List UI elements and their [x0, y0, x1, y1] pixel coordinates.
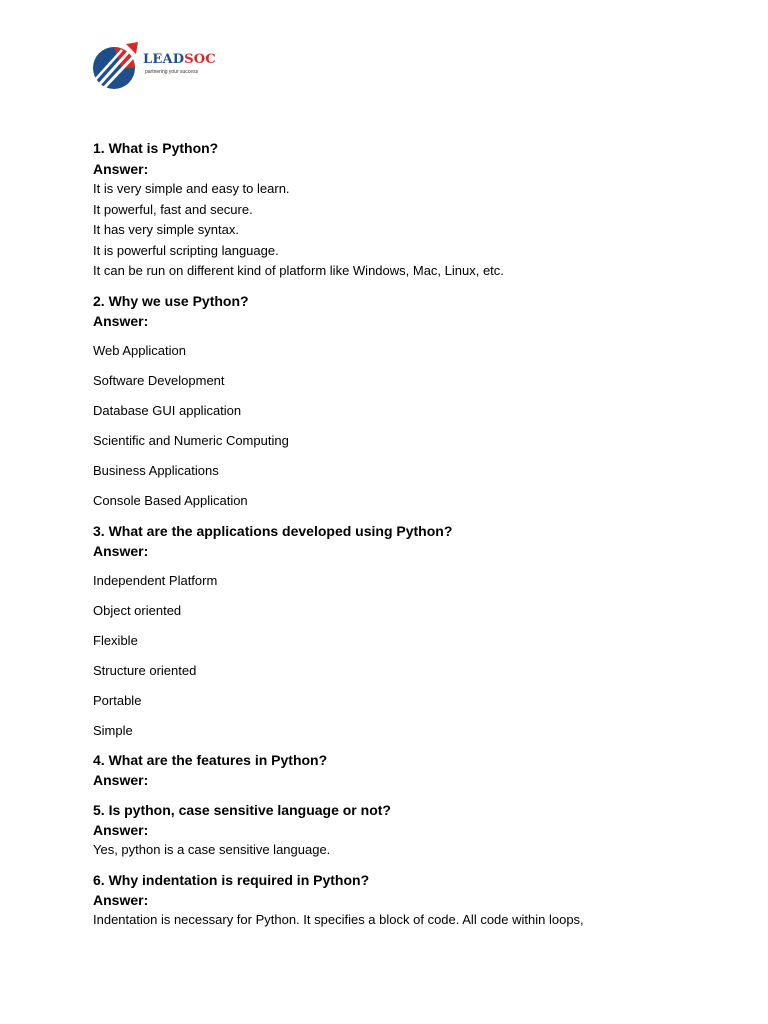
logo-word-soc: SOC [184, 52, 216, 67]
answer-2-item-3: Database GUI application [93, 402, 242, 418]
answer-3-item-1: Independent Platform [93, 572, 218, 588]
answer-5-line-1: Yes, python is a case sensitive language. [93, 841, 331, 857]
question-4: 4. What are the features in Python? [93, 751, 328, 768]
qa-content [93, 138, 693, 930]
answer-2-item-2: Software Development [93, 372, 225, 388]
answer-2-item-6: Console Based Application [93, 492, 248, 508]
answer-3-item-2: Object oriented [93, 602, 182, 618]
answer-label-5: Answer: [93, 821, 149, 838]
answer-3-item-4: Structure oriented [93, 662, 197, 678]
leadsoc-logo [92, 40, 216, 92]
answer-label-2: Answer: [93, 312, 149, 329]
question-2: 2. Why we use Python? [93, 292, 249, 309]
answer-1-line-2: It powerful, fast and secure. [93, 201, 253, 217]
answer-label-1: Answer: [93, 161, 149, 177]
question-5: 5. Is python, case sensitive language or not? [93, 801, 391, 818]
answer-label-4: Answer: [93, 771, 149, 788]
answer-label-3: Answer: [93, 542, 149, 559]
question-3: 3. What are the applications developed using Python? [93, 522, 453, 539]
answer-3-item-5: Portable [93, 692, 142, 708]
logo-word-lead: LEAD [143, 52, 185, 67]
question-6: 6. Why indentation is required in Python? [93, 871, 370, 888]
question-1: 1. What is Python? [93, 140, 219, 156]
answer-1-line-4: It is powerful scripting language. [93, 242, 279, 258]
answer-1-line-5: It can be run on different kind of platform like Windows, Mac, Linux, etc. [93, 263, 504, 279]
answer-3-item-6: Simple [93, 722, 133, 738]
answer-2-item-5: Business Applications [93, 462, 219, 478]
answer-2-item-4: Scientific and Numeric Computing [93, 432, 289, 448]
answer-3-item-3: Flexible [93, 632, 138, 648]
answer-1-line-1: It is very simple and easy to learn. [93, 181, 290, 196]
answer-1-line-3: It has very simple syntax. [93, 222, 239, 238]
logo-wordmark [143, 52, 216, 67]
answer-label-6: Answer: [93, 891, 149, 908]
logo-tagline: partnering your success [145, 69, 199, 75]
answer-2-item-1: Web Application [93, 342, 186, 358]
answer-6-line-1: Indentation is necessary for Python. It specifies a block of code. All code within loops, [93, 911, 584, 927]
logo-mark-icon [92, 42, 140, 90]
